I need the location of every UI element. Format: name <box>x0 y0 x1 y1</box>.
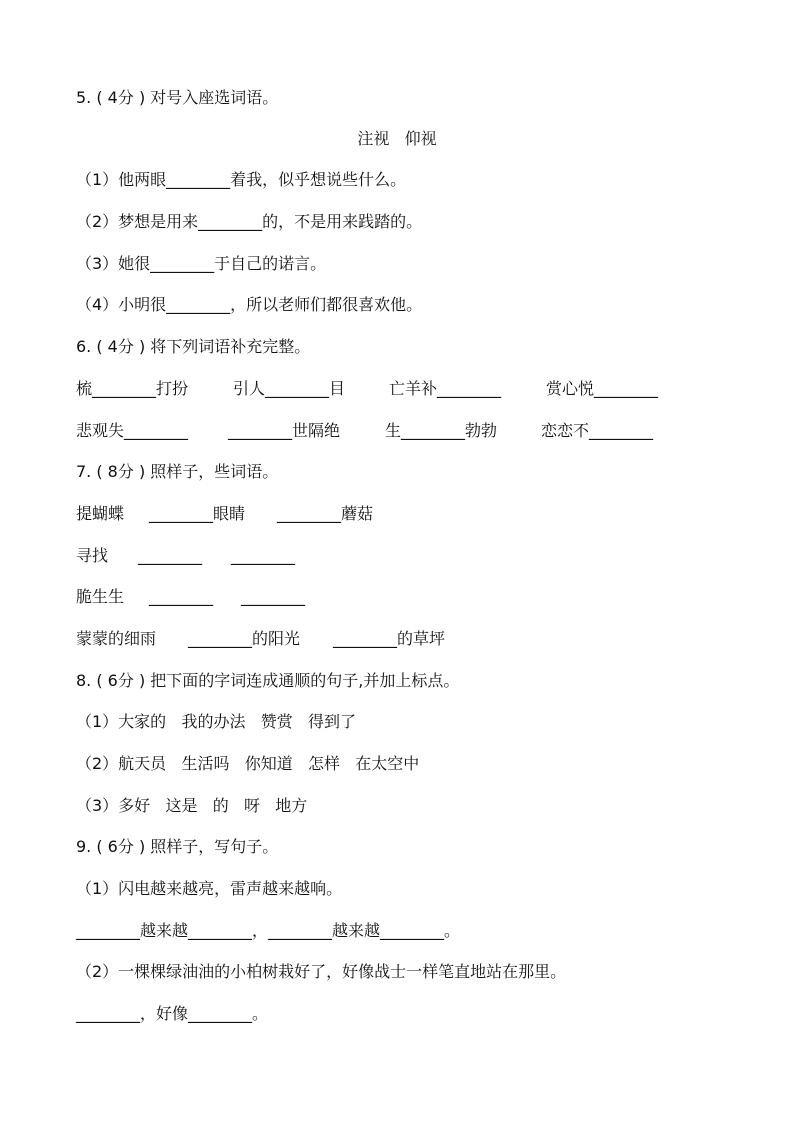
q7-row4-blank-1: ________的阳光 <box>188 629 301 648</box>
q5-item-4: （4）小明很________，所以老师们都很喜欢他。 <box>76 295 423 314</box>
q7-header: 7. ( 8分 ) 照样子，些词语。 <box>76 462 279 481</box>
q7-row3-blank-2: ________ <box>241 587 305 606</box>
q6-word-8: 恋恋不________ <box>541 421 654 440</box>
q6-word-5: 悲观失________ <box>76 421 189 440</box>
q7-row1-example: 提蝴蝶 <box>76 504 125 523</box>
q7-row2-example: 寻找 <box>76 546 109 565</box>
q5-item-2: （2）梦想是用来________的，不是用来践踏的。 <box>76 212 423 231</box>
q9-answer-2: ________，好像________。 <box>76 1004 269 1023</box>
q7-row1-blank-2: ________蘑菇 <box>277 504 374 523</box>
q7-row4-blank-2: ________的草坪 <box>333 629 446 648</box>
q8-item-3: （3）多好 这是 的 呀 地方 <box>76 796 308 815</box>
q6-word-3: 亡羊补________ <box>389 379 502 398</box>
q7-row4-example: 蒙蒙的细雨 <box>76 629 157 648</box>
q6-word-2: 引人________目 <box>233 379 346 398</box>
q8-header: 8. ( 6分 ) 把下面的字词连成通顺的句子,并加上标点。 <box>76 671 460 690</box>
q8-item-2: （2）航天员 生活吗 你知道 怎样 在太空中 <box>76 754 420 773</box>
q7-row1-blank-1: ________眼睛 <box>149 504 246 523</box>
q7-row3-blank-1: ________ <box>149 587 213 606</box>
q6-word-4: 赏心悦________ <box>546 379 659 398</box>
q7-row2-blank-1: ________ <box>138 546 202 565</box>
q9-example-2: （2）一棵棵绿油油的小柏树栽好了，好像战士一样笔直地站在那里。 <box>76 962 567 981</box>
q9-answer-1: ________越来越________，________越来越________。 <box>76 921 461 940</box>
q9-header: 9. ( 6分 ) 照样子，写句子。 <box>76 837 279 856</box>
q5-item-1: （1）他两眼________着我，似乎想说些什么。 <box>76 170 407 189</box>
q5-word-options: 注视 仰视 <box>357 129 437 148</box>
q6-word-7: 生________勃勃 <box>385 421 498 440</box>
q7-row3-example: 脆生生 <box>76 587 125 606</box>
q5-item-3: （3）她很________于自己的诺言。 <box>76 254 327 273</box>
q7-row2-blank-2: ________ <box>231 546 295 565</box>
q6-header: 6. ( 4分 ) 将下列词语补充完整。 <box>76 337 311 356</box>
q8-item-1: （1）大家的 我的办法 赞赏 得到了 <box>76 712 356 731</box>
q9-example-1: （1）闪电越来越亮，雷声越来越响。 <box>76 879 343 898</box>
q6-word-6: ________世隔绝 <box>228 421 341 440</box>
q6-word-1: 梳________打扮 <box>76 379 189 398</box>
q5-header: 5. ( 4分 ) 对号入座选词语。 <box>76 88 279 107</box>
